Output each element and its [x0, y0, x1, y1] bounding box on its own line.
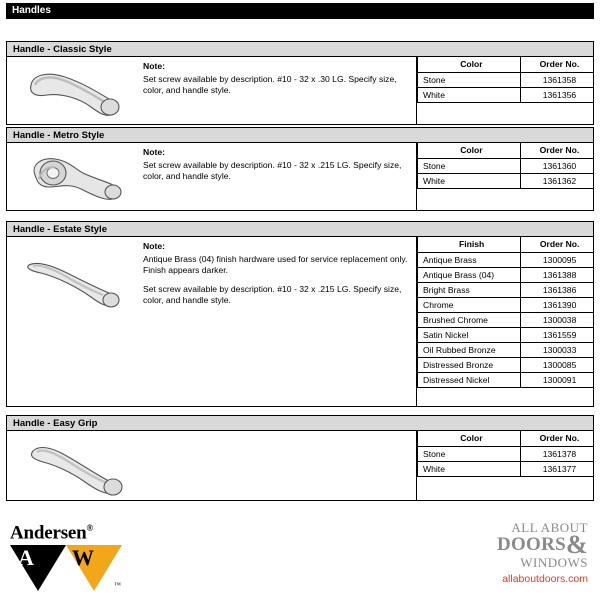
parts-table-metro	[416, 143, 593, 210]
andersen-wordmark-text: Andersen	[10, 522, 87, 544]
note-text: Set screw available by description. #10 - 32 x .30 LG. Specify size, color, and handle style.	[143, 73, 397, 95]
table-row	[418, 297, 594, 312]
column-header-color: Color	[418, 143, 521, 158]
cell-order: 1361378	[520, 446, 593, 461]
svg-text:W: W	[72, 545, 94, 571]
table-row	[418, 446, 594, 461]
handle-image-estate	[7, 237, 141, 406]
table-row	[418, 72, 594, 87]
handle-image-easy-grip	[7, 431, 141, 500]
footer	[0, 512, 600, 600]
column-header-order: Order No.	[521, 237, 593, 252]
note-text: Antique Brass (04) finish hardware used for service replacement only. Finish appears darker.	[143, 253, 408, 275]
section-metro	[6, 127, 594, 211]
parts-table-easy-grip	[416, 431, 593, 500]
cell-color: White	[418, 173, 521, 188]
table-header-row	[418, 431, 594, 446]
cell-order: 1361360	[520, 158, 593, 173]
section-easy-grip	[6, 415, 594, 501]
cell-order: 1361362	[520, 173, 593, 188]
table-row	[418, 461, 594, 476]
handle-image-metro	[7, 143, 141, 210]
cell-order: 1300085	[521, 357, 593, 372]
aad-line2-text: DOORS	[496, 534, 567, 555]
cell-order: 1361356	[520, 87, 593, 102]
table-row	[418, 357, 594, 372]
cell-finish: Bright Brass	[418, 282, 521, 297]
aad-line2	[378, 530, 588, 559]
column-header-color: Color	[418, 57, 521, 72]
section-classic	[6, 41, 594, 125]
column-header-order: Order No.	[520, 57, 593, 72]
table-row	[418, 342, 594, 357]
cell-order: 1361388	[521, 267, 593, 282]
cell-order: 1300038	[521, 312, 593, 327]
table-row	[418, 87, 594, 102]
note-text: Set screw available by description. #10 - 32 x .215 LG. Specify size, color, and handle style.	[143, 159, 402, 181]
table-row	[418, 312, 594, 327]
parts-table-estate	[416, 237, 593, 406]
andersen-aw-monogram	[10, 545, 130, 591]
svg-text:A: A	[18, 545, 34, 571]
cell-finish: Antique Brass (04)	[418, 267, 521, 282]
andersen-logo	[10, 518, 230, 591]
section-header-estate: Handle - Estate Style	[7, 222, 593, 237]
handle-image-classic	[7, 57, 141, 124]
cell-finish: Satin Nickel	[418, 327, 521, 342]
table-row	[418, 327, 594, 342]
allaboutdoors-logo	[378, 520, 588, 585]
cell-finish: Oil Rubbed Bronze	[418, 342, 521, 357]
cell-order: 1361358	[520, 72, 593, 87]
note-label: Note:	[143, 241, 165, 251]
column-header-order: Order No.	[520, 431, 593, 446]
table-header-row	[418, 57, 594, 72]
cell-order: 1300033	[521, 342, 593, 357]
column-header-order: Order No.	[520, 143, 593, 158]
table-row	[418, 252, 594, 267]
aad-line3: WINDOWS	[520, 555, 588, 570]
cell-color: Stone	[418, 72, 521, 87]
cell-color: Stone	[418, 158, 521, 173]
table-header-row	[418, 237, 594, 252]
aad-website-link[interactable]: allaboutdoors.com	[502, 573, 588, 585]
cell-order: 1361377	[520, 461, 593, 476]
note-easy-grip	[143, 435, 413, 436]
cell-finish: Chrome	[418, 297, 521, 312]
cell-finish: Antique Brass	[418, 252, 521, 267]
aad-ampersand: &	[566, 530, 588, 559]
cell-order: 1361559	[521, 327, 593, 342]
table-row	[418, 282, 594, 297]
cell-finish: Distressed Nickel	[418, 372, 521, 387]
table-row	[418, 267, 594, 282]
registered-mark: ®	[86, 523, 94, 533]
note-estate	[143, 241, 413, 314]
table-row	[418, 372, 594, 387]
aad-line1: ALL ABOUT	[511, 520, 588, 535]
section-estate	[6, 221, 594, 407]
note-classic	[143, 61, 413, 104]
parts-table-classic	[416, 57, 593, 124]
section-header-classic: Handle - Classic Style	[7, 42, 593, 57]
column-header-finish: Finish	[418, 237, 521, 252]
column-header-color: Color	[418, 431, 521, 446]
cell-finish: Distressed Bronze	[418, 357, 521, 372]
cell-color: White	[418, 461, 521, 476]
note-metro	[143, 147, 413, 190]
cell-color: Stone	[418, 446, 521, 461]
section-header-metro: Handle - Metro Style	[7, 128, 593, 143]
table-header-row	[418, 143, 594, 158]
table-row	[418, 158, 594, 173]
cell-order: 1361386	[521, 282, 593, 297]
page-title: Handles	[6, 3, 594, 19]
note-label: Note:	[143, 147, 165, 157]
cell-order: 1300091	[521, 372, 593, 387]
cell-color: White	[418, 87, 521, 102]
note-label: Note:	[143, 61, 165, 71]
cell-order: 1300095	[521, 252, 593, 267]
trademark-mark: ™	[114, 581, 121, 590]
table-row	[418, 173, 594, 188]
note-text: Set screw available by description. #10 - 32 x .215 LG. Specify size, color, and handle style.	[143, 283, 402, 305]
andersen-wordmark	[10, 518, 230, 543]
cell-finish: Brushed Chrome	[418, 312, 521, 327]
section-header-easy-grip: Handle - Easy Grip	[7, 416, 593, 431]
cell-order: 1361390	[521, 297, 593, 312]
